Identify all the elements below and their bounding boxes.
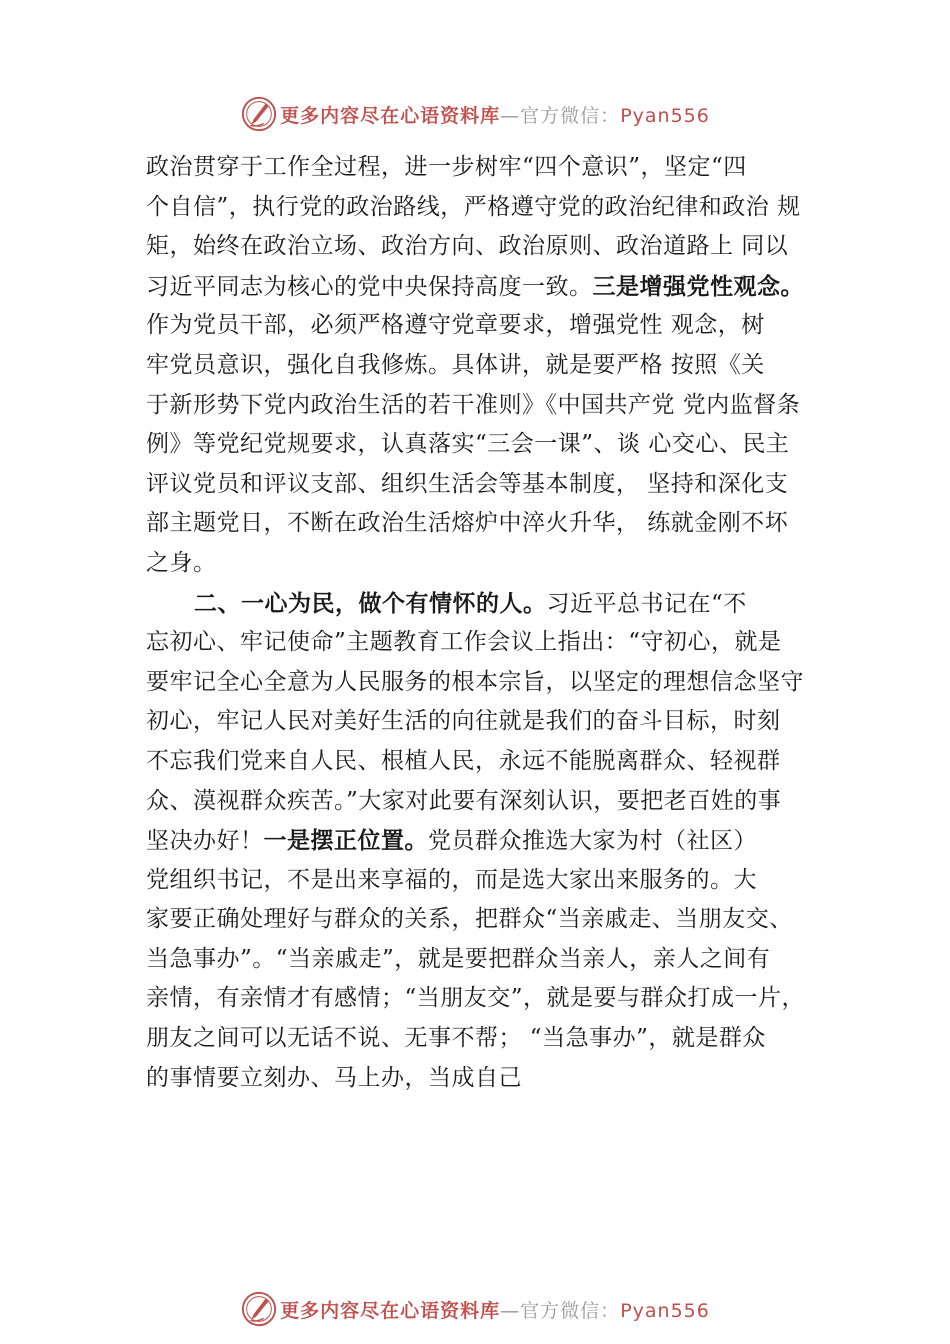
line-text: 习近平总书记在“不 bbox=[546, 590, 747, 617]
line-text: 不忘我们党来自人民、根植人民，永远不能脱离群众、轻视群 bbox=[146, 747, 781, 774]
quill-pen-circle-icon bbox=[240, 1290, 278, 1328]
body-line bbox=[146, 821, 846, 861]
emphasis-heading: 三是增强党性观念。 bbox=[592, 272, 804, 300]
line-text: 政治贯穿于工作全过程，进一步树牢“四个意识”，坚定“四 bbox=[146, 154, 747, 180]
body-line bbox=[146, 188, 846, 228]
emphasis-heading: 一是摆正位置。 bbox=[263, 827, 428, 855]
body-line bbox=[146, 425, 846, 465]
line-text: 党员群众推选大家为村（社区） bbox=[428, 828, 757, 855]
line-text: 牢党员意识，强化自我修炼。具体讲，就是要严格 按照《关 bbox=[146, 351, 765, 378]
watermark-official-label: 官方微信： bbox=[520, 104, 621, 127]
body-line bbox=[146, 346, 846, 386]
body-line bbox=[146, 148, 846, 188]
watermark-account-id: Pyan556 bbox=[620, 1299, 710, 1322]
line-text: 于新形势下党内政治生活的若干准则》《中国共产党 党内监督条 bbox=[146, 391, 801, 418]
body-line bbox=[146, 1059, 846, 1099]
body-line bbox=[146, 544, 846, 584]
line-text: 个自信”，执行党的政治路线，严格遵守党的政治纪律和政治 规 bbox=[146, 193, 801, 220]
section-heading: 二、一心为民，做个有情怀的人。 bbox=[194, 589, 547, 617]
line-text: 坚决办好！ bbox=[146, 828, 264, 855]
watermark-official-label: 官方微信： bbox=[520, 1299, 621, 1322]
body-line bbox=[146, 861, 846, 901]
line-text: 作为党员干部，必须严格遵守党章要求，增强党性 观念，树 bbox=[146, 312, 765, 339]
watermark-text bbox=[280, 1296, 710, 1323]
line-text: 例》等党纪党规要求，认真落实“三会一课”、谈 心交心、民主 bbox=[146, 431, 790, 458]
body-line bbox=[146, 306, 846, 346]
body-line bbox=[146, 504, 846, 544]
line-text: 的事情要立刻办、马上办，当成自己 bbox=[146, 1064, 522, 1091]
watermark-text bbox=[280, 101, 710, 128]
body-line bbox=[146, 227, 846, 267]
body-line bbox=[146, 663, 846, 703]
line-text: 习近平同志为核心的党中央保持高度一致。 bbox=[146, 273, 593, 300]
document-body bbox=[146, 148, 846, 1098]
watermark-site-text: 更多内容尽在心语资料库 bbox=[280, 1299, 501, 1322]
line-text: 众、漠视群众疾苦。”大家对此要有深刻认识，要把老百姓的事 bbox=[146, 787, 782, 814]
line-text: 朋友之间可以无话不说、无事不帮； “当急事办”，就是群众 bbox=[146, 1025, 766, 1052]
watermark-account-id: Pyan556 bbox=[620, 104, 710, 127]
quill-pen-circle-icon bbox=[240, 95, 278, 133]
footer-watermark bbox=[0, 1289, 950, 1329]
body-line bbox=[146, 465, 846, 505]
body-line bbox=[146, 267, 846, 307]
body-line bbox=[146, 900, 846, 940]
line-text: 党组织书记，不是出来享福的，而是选大家出来服务的。大 bbox=[146, 866, 757, 893]
body-line bbox=[146, 386, 846, 426]
body-line bbox=[146, 979, 846, 1019]
watermark-separator: — bbox=[500, 1299, 521, 1322]
line-text: 矩，始终在政治立场、政治方向、政治原则、政治道路上 同以 bbox=[146, 233, 789, 260]
line-text: 初心，牢记人民对美好生活的向往就是我们的奋斗目标，时刻 bbox=[146, 708, 781, 735]
line-text: 亲情，有亲情才有感情；“当朋友交”，就是要与群众打成一片， bbox=[146, 985, 806, 1012]
line-text: 要牢记全心全意为人民服务的根本宗旨，以坚定的理想信念坚守 bbox=[146, 668, 804, 695]
body-line bbox=[146, 623, 846, 663]
line-text: 部主题党日，不断在政治生活熔炉中淬火升华， 练就金刚不坏 bbox=[146, 510, 789, 537]
line-text: 评议党员和评议支部、组织生活会等基本制度， 坚持和深化支 bbox=[146, 470, 789, 497]
line-text: 忘初心、牢记使命”主题教育工作会议上指出：“守初心，就是 bbox=[146, 629, 782, 656]
header-watermark bbox=[0, 94, 950, 134]
section-heading-line bbox=[146, 584, 846, 624]
body-line bbox=[146, 782, 846, 822]
body-line bbox=[146, 940, 846, 980]
body-line bbox=[146, 742, 846, 782]
watermark-site-text: 更多内容尽在心语资料库 bbox=[280, 104, 501, 127]
body-line bbox=[146, 702, 846, 742]
line-text: 之身。 bbox=[146, 549, 217, 576]
line-text: 家要正确处理好与群众的关系，把群众“当亲戚走、当朋友交、 bbox=[146, 906, 793, 933]
body-line bbox=[146, 1019, 846, 1059]
watermark-separator: — bbox=[500, 104, 521, 127]
line-text: 当急事办”。“当亲戚走”，就是要把群众当亲人，亲人之间有 bbox=[146, 945, 771, 972]
